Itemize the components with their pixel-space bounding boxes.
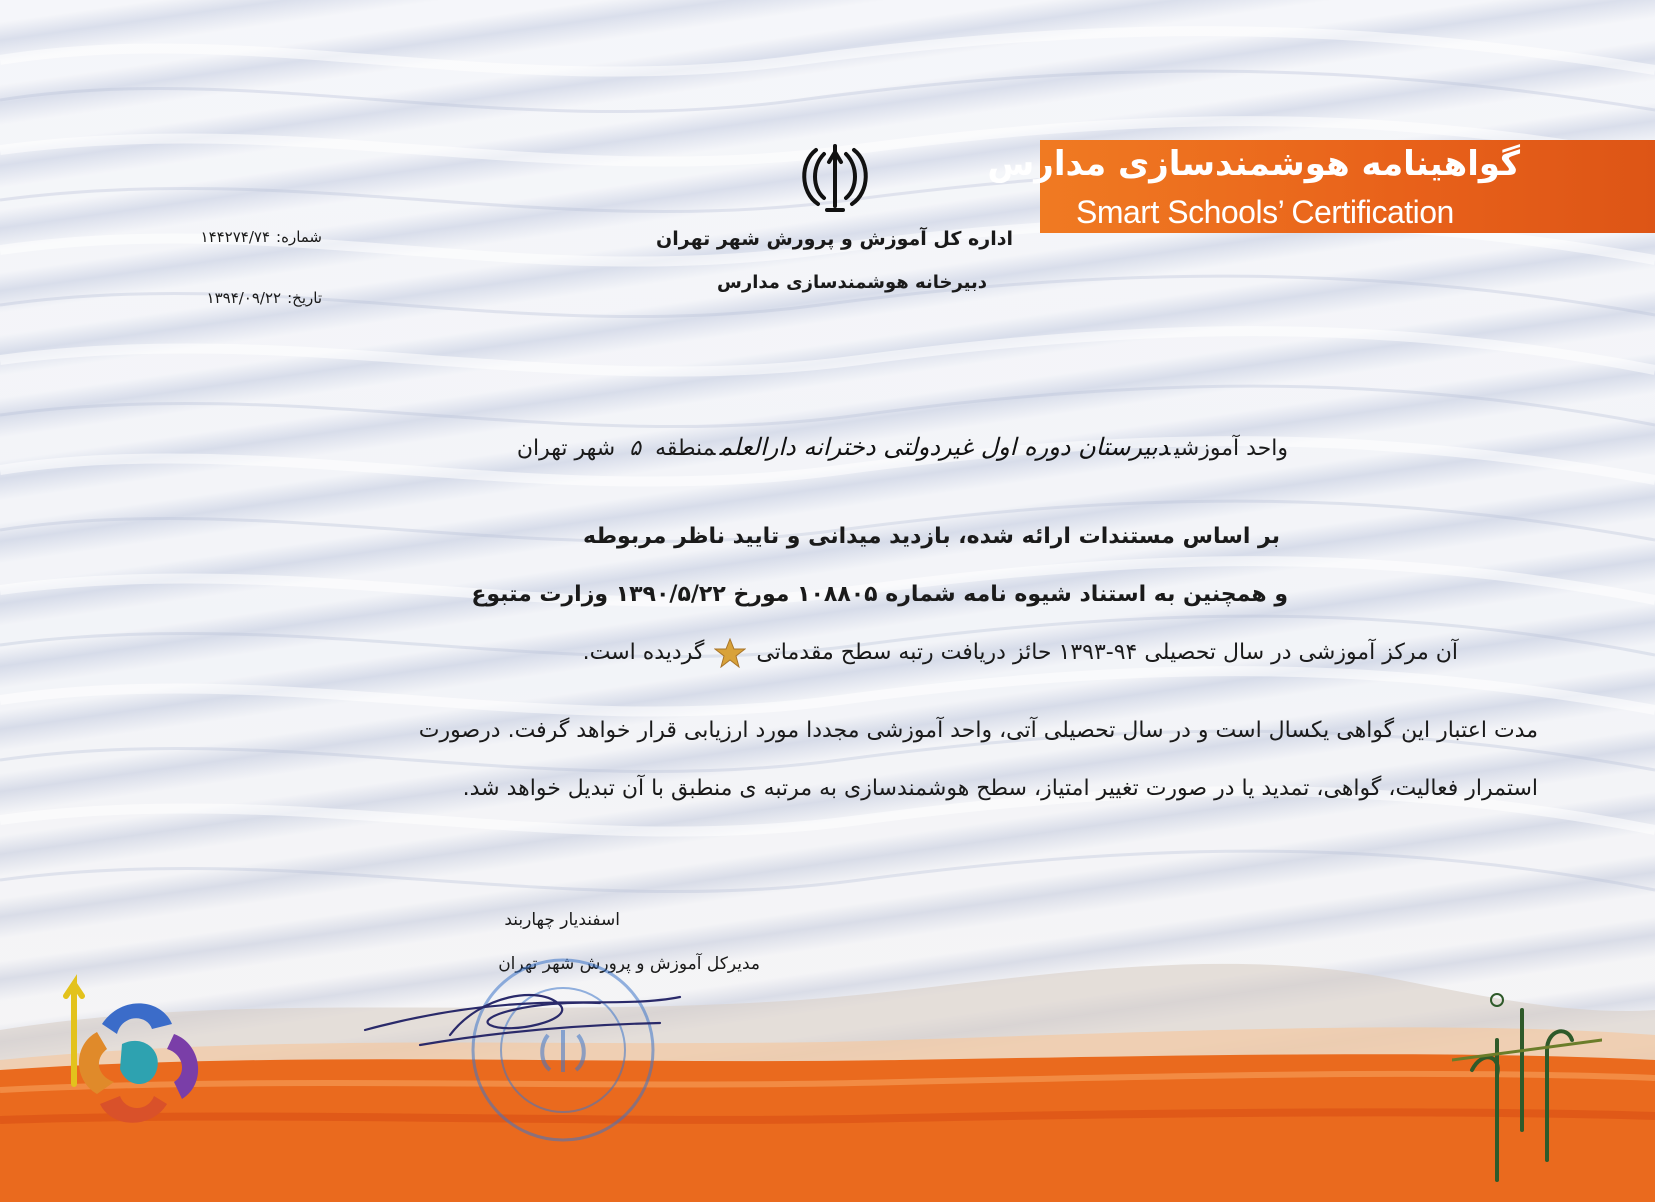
validity-line-1: مدت اعتبار این گواهی یکسال است و در سال تحصیلی آتی، واحد آموزشی مجددا مورد ارزیابی قرار خواهد گرفت. درصورت (418, 718, 1538, 743)
unit-prefix: واحد آموزشی (1174, 436, 1288, 461)
secretariat-name: دبیرخانه هوشمندسازی مدارس (717, 272, 987, 293)
rank-suffix: گردیده است. (582, 640, 705, 665)
handwritten-district: ۵ (629, 436, 642, 461)
certificate-title-fa: گواهینامه هوشمندسازی مدارس (987, 144, 1520, 184)
signature (360, 975, 690, 1055)
certificate-number (201, 228, 322, 246)
basis-line: بر اساس مستندات ارائه شده، بازدید میدانی و تایید ناظر مربوطه (582, 524, 1280, 549)
city-suffix: شهر تهران (516, 436, 616, 461)
rank-line (583, 638, 1458, 668)
circular-line: و همچنین به استناد شیوه نامه شماره ۱۰۸۸۰۵ مورخ ۱۳۹۰/۵/۲۲ وزارت متبوع (471, 582, 1288, 607)
calligraphy-logo (1452, 980, 1602, 1195)
district-label: منطقه (655, 436, 716, 461)
validity-line-2: استمرار فعالیت، گواهی، تمدید یا در صورت تغییر امتیاز، سطح هوشمندسازی به مرتبه ی منطبق با آن تبدیل خواهد شد. (462, 776, 1538, 801)
handwritten-school-name: دبیرستان دوره اول غیردولتی دخترانه دارالعلم (719, 433, 1171, 461)
iran-emblem-icon (796, 140, 874, 214)
signer-title: مدیرکل آموزش و پرورش شهر تهران (498, 954, 760, 974)
number-label: شماره: (276, 228, 322, 246)
date-label: تاریخ: (287, 289, 322, 307)
certificate-title-en: Smart Schools’ Certification (1076, 194, 1454, 230)
date-value: ۱۳۹۴/۰۹/۲۲ (206, 289, 282, 307)
school-line (517, 433, 1288, 461)
star-icon (714, 638, 746, 668)
smart-schools-logo (62, 964, 212, 1144)
bottom-band (0, 960, 1655, 1202)
number-value: ۱۴۴۲۷۴/۷۴ (200, 228, 271, 246)
signer-name: اسفندیار چهاربند (504, 910, 620, 930)
office-name: اداره کل آموزش و پرورش شهر تهران (656, 228, 1013, 250)
rank-text: آن مرکز آموزشی در سال تحصیلی ۹۴-۱۳۹۳ حائز دریافت رتبه سطح مقدماتی (756, 640, 1458, 665)
certificate-date (207, 289, 322, 307)
